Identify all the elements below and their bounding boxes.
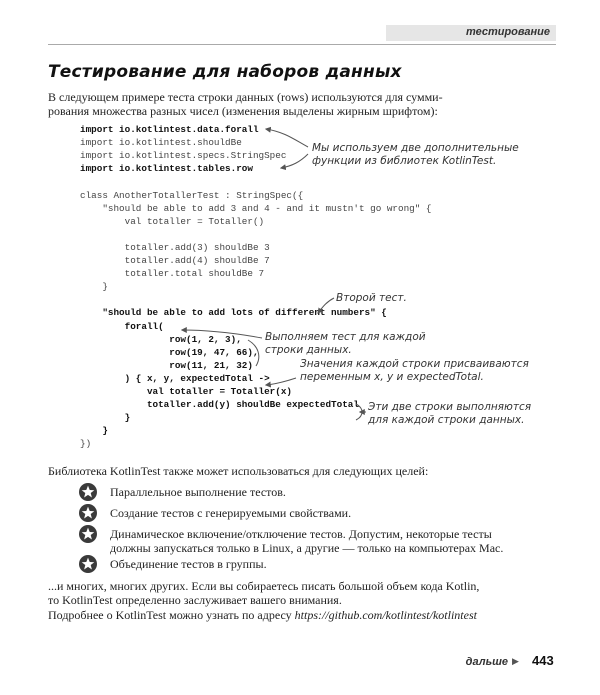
use-item <box>110 506 530 520</box>
more-info-prefix: Подробнее о KotlinTest можно узнать по адресу <box>48 608 295 622</box>
kotlintest-url[interactable]: https://github.com/kotlintest/kotlintest <box>294 608 477 622</box>
star-bullet-icon <box>78 524 98 549</box>
use-item <box>110 485 530 499</box>
arrow-to-forall <box>182 330 262 338</box>
arrow-to-second-test <box>318 298 334 313</box>
next-arrow-icon: ▶ <box>512 657 519 667</box>
code-line: import io.kotlintest.data.forall <box>80 124 259 135</box>
star-bullet-icon <box>78 554 98 579</box>
arrow-to-lambda-params <box>266 378 296 385</box>
annotation-line: Второй тест. <box>336 292 407 304</box>
annotation-line: для каждой строки данных. <box>368 414 525 426</box>
page-number: 443 <box>532 653 554 668</box>
outro-line: ...и многих, многих других. Если вы собираетесь писать большой объем кода Kotlin, <box>48 579 480 593</box>
code-line: val totaller = Totaller() <box>80 215 265 227</box>
code-line: totaller.add(3) shouldBe 3 <box>80 241 270 253</box>
code-line: } <box>80 425 108 437</box>
code-line: row(19, 47, 66), <box>80 346 259 358</box>
code-line: totaller.add(4) shouldBe 7 <box>80 255 270 266</box>
uses-intro: Библиотека KotlinTest также может использоваться для следующих целей: <box>48 464 429 478</box>
use-item-line: должны запускаться только в Linux, а другие — только на компьютерах Mac. <box>110 541 504 555</box>
code-line: } <box>80 281 108 293</box>
brace-rows <box>248 340 259 366</box>
annotation-line: Выполняем тест для каждой <box>265 331 426 343</box>
code-line: class AnotherTotallerTest : StringSpec({ <box>80 189 304 201</box>
code-line: totaller.add(y) shouldBe expectedTotal <box>80 399 359 411</box>
code-line: row(11, 21, 32) <box>80 359 253 371</box>
code-line: ) { x, y, expectedTotal -> <box>80 372 270 384</box>
arrow-to-forall-import <box>266 129 308 147</box>
more-info <box>48 608 568 622</box>
annotation-line: Значения каждой строки присваиваются <box>300 358 529 370</box>
use-item-line: Параллельное выполнение тестов. <box>110 485 286 499</box>
use-item-line: Объединение тестов в группы. <box>110 557 267 571</box>
code-line: import io.kotlintest.tables.row <box>80 163 253 175</box>
code-line: import io.kotlintest.specs.StringSpec <box>80 150 287 162</box>
next-page-label: дальше <box>465 656 508 668</box>
code-line: totaller.total shouldBe 7 <box>80 268 265 280</box>
code-line: forall( <box>80 320 164 332</box>
code-line: "should be able to add lots of different numbers" { <box>80 307 387 319</box>
annotation-line: переменным x, y и expectedTotal. <box>300 371 484 383</box>
code-line: row(1, 2, 3), <box>80 333 242 345</box>
annotation-line: строки данных. <box>265 344 352 356</box>
code-line: "should be able to add 3 and 4 - and it mustn't go wrong" { <box>80 202 432 214</box>
code-line: }) <box>80 438 92 450</box>
annotation-line: Мы используем две дополнительные <box>312 142 519 154</box>
intro-line: В следующем примере теста строки данных (rows) используются для сумми- <box>48 90 443 104</box>
intro-line: рования множества разных чисел (изменения выделены жирным шрифтом): <box>48 104 438 118</box>
use-item <box>110 527 530 555</box>
use-item <box>110 557 530 571</box>
use-item-line: Создание тестов с генерируемыми свойствами. <box>110 506 352 520</box>
code-line: import io.kotlintest.shouldBe <box>80 137 242 149</box>
annotation-line: функции из библиотек KotlinTest. <box>312 155 497 167</box>
section-title: Тестирование для наборов данных <box>48 62 402 82</box>
annotation-line: Эти две строки выполняются <box>368 401 532 413</box>
code-line: } <box>80 412 131 424</box>
code-line: val totaller = Totaller(x) <box>80 386 293 397</box>
arrow-to-row-import <box>281 154 308 168</box>
outro-paragraph <box>48 579 568 607</box>
outro-line: то KotlinTest определенно заслуживает вашего внимания. <box>48 593 342 607</box>
section-name: тестирование <box>465 26 550 38</box>
use-item-line: Динамическое включение/отключение тестов. Допустим, некоторые тесты <box>110 527 492 541</box>
